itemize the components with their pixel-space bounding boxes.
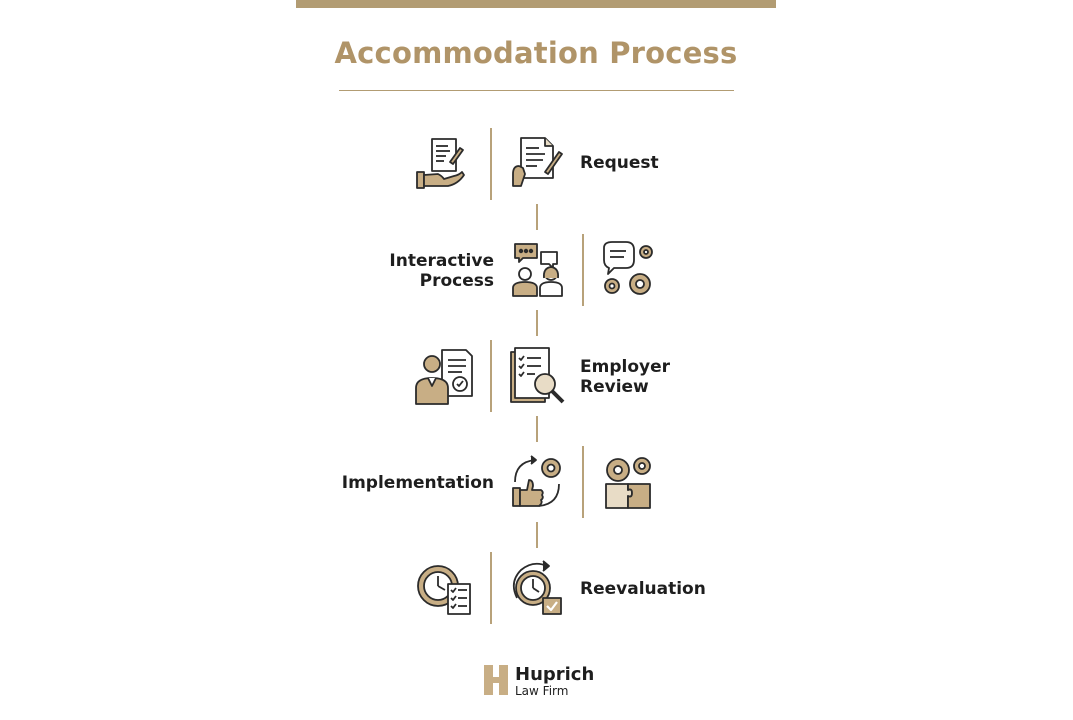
- step-label-line: Interactive: [389, 251, 494, 271]
- brand-name: Huprich: [515, 664, 595, 685]
- step-connector: [536, 416, 538, 442]
- thumbs-up-cycle-gear-icon: [507, 452, 567, 512]
- clock-cycle-check-icon: [507, 558, 567, 618]
- step-label-line: Process: [419, 271, 494, 291]
- step-divider: [490, 552, 492, 624]
- speech-bubble-gears-icon: [598, 240, 658, 300]
- page-title: Accommodation Process: [334, 36, 738, 70]
- step-label: Implementation: [341, 473, 494, 493]
- hand-holding-document-icon: [414, 134, 474, 194]
- step-divider: [582, 234, 584, 306]
- step-connector: [536, 522, 538, 548]
- gears-puzzle-icon: [598, 452, 658, 512]
- step-label-line: Review: [580, 377, 649, 397]
- brand-subtitle: Law Firm: [515, 684, 569, 698]
- step-label: Request: [580, 153, 659, 173]
- step-label-line: Employer: [580, 357, 670, 377]
- step-divider: [582, 446, 584, 518]
- step-connector: [536, 204, 538, 230]
- h-monogram-logo: [484, 665, 510, 695]
- step-divider: [490, 340, 492, 412]
- clock-checklist-icon: [414, 558, 474, 618]
- two-people-chatting-icon: [507, 240, 567, 300]
- step-label: [580, 357, 670, 397]
- title-divider: [339, 90, 734, 91]
- businessman-document-icon: [414, 346, 474, 406]
- top-accent-bar: [296, 0, 776, 8]
- step-label: [370, 251, 494, 291]
- step-connector: [536, 310, 538, 336]
- checklist-magnifier-icon: [507, 346, 567, 406]
- step-label: Reevaluation: [580, 579, 706, 599]
- step-divider: [490, 128, 492, 200]
- hand-signing-document-icon: [507, 134, 567, 194]
